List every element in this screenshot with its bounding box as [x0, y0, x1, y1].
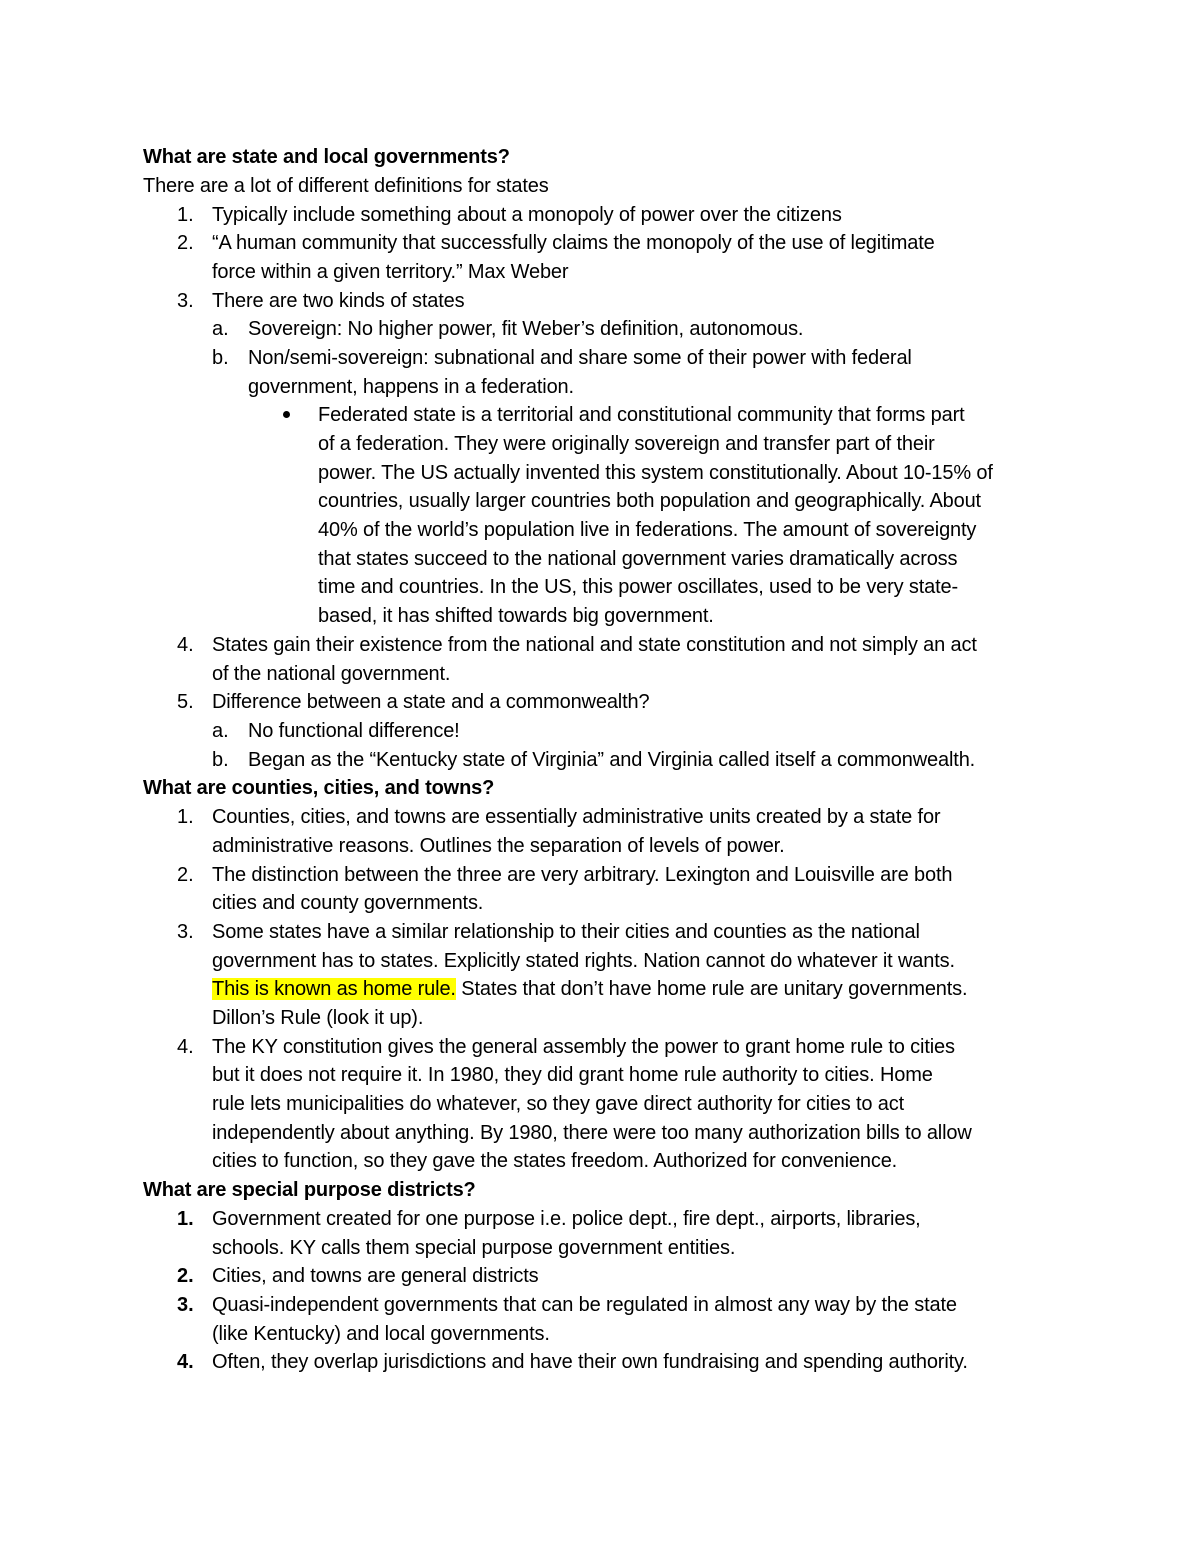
list-item-text: There are two kinds of states — [212, 290, 465, 312]
list-number: 4. — [177, 634, 194, 656]
list-item-text: Counties, cities, and towns are essentially administrative units created by a state for — [212, 806, 941, 828]
list-item-text: Difference between a state and a commonwealth? — [212, 691, 650, 713]
list-item-text: schools. KY calls them special purpose government entities. — [212, 1237, 736, 1259]
list-item-text: (like Kentucky) and local governments. — [212, 1323, 550, 1345]
heading-counties-cities-towns: What are counties, cities, and towns? — [143, 777, 495, 799]
list-item-text: Government created for one purpose i.e. police dept., fire dept., airports, libraries, — [212, 1208, 921, 1230]
sublist-item-text: Sovereign: No higher power, fit Weber’s definition, autonomous. — [248, 318, 804, 340]
list-item-text: The KY constitution gives the general assembly the power to grant home rule to cities — [212, 1036, 955, 1058]
list-item-text: Often, they overlap jurisdictions and have their own fundraising and spending authority. — [212, 1351, 968, 1373]
list-number: 2. — [177, 232, 194, 254]
list-item-text: but it does not require it. In 1980, they did grant home rule authority to cities. Home — [212, 1064, 933, 1086]
list-item-text: force within a given territory.” Max Weber — [212, 261, 569, 283]
list-item-text: cities to function, so they gave the states freedom. Authorized for convenience. — [212, 1150, 898, 1172]
sublist-letter: a. — [212, 318, 229, 340]
highlighted-text: This is known as home rule. — [212, 978, 456, 1000]
bullet-text: based, it has shifted towards big government. — [318, 605, 714, 627]
list-item-text: Quasi-independent governments that can be regulated in almost any way by the state — [212, 1294, 957, 1316]
bullet-text: that states succeed to the national government varies dramatically across — [318, 548, 958, 570]
bullet-text: power. The US actually invented this system constitutionally. About 10-15% of — [318, 462, 993, 484]
heading-special-purpose-districts: What are special purpose districts? — [143, 1179, 476, 1201]
list-number: 3. — [177, 290, 194, 312]
list-item-text: administrative reasons. Outlines the separation of levels of power. — [212, 835, 785, 857]
bullet-dot-icon — [283, 411, 290, 418]
list-item-text: Some states have a similar relationship to their cities and counties as the national — [212, 921, 920, 943]
intro-text: There are a lot of different definitions for states — [143, 175, 549, 197]
bullet-text: time and countries. In the US, this power oscillates, used to be very state- — [318, 576, 959, 598]
list-number: 5. — [177, 691, 194, 713]
list-item-text: The distinction between the three are very arbitrary. Lexington and Louisville are both — [212, 864, 953, 886]
list-item-text: of the national government. — [212, 663, 451, 685]
bullet-text: countries, usually larger countries both population and geographically. About — [318, 490, 981, 512]
list-item-text: Dillon’s Rule (look it up). — [212, 1007, 424, 1029]
list-number: 1. — [177, 204, 194, 226]
heading-state-local-governments: What are state and local governments? — [143, 146, 510, 168]
list-number: 2. — [177, 1265, 194, 1287]
sublist-letter: b. — [212, 749, 229, 771]
list-item-text-continued: States that don’t have home rule are unitary governments. — [455, 978, 968, 1000]
list-item-text: rule lets municipalities do whatever, so they gave direct authority for cities to act — [212, 1093, 905, 1115]
sublist-letter: a. — [212, 720, 229, 742]
list-item-text: cities and county governments. — [212, 892, 484, 914]
sublist-item-text: Began as the “Kentucky state of Virginia” and Virginia called itself a commonwealth. — [248, 749, 976, 771]
sublist-item-text: No functional difference! — [248, 720, 460, 742]
bullet-text: Federated state is a territorial and constitutional community that forms part — [318, 404, 965, 426]
bullet-text: of a federation. They were originally sovereign and transfer part of their — [318, 433, 935, 455]
list-number: 1. — [177, 1208, 194, 1230]
sublist-item-text: government, happens in a federation. — [248, 376, 574, 398]
list-item-text: “A human community that successfully claims the monopoly of the use of legitimate — [212, 232, 935, 254]
bullet-text: 40% of the world’s population live in federations. The amount of sovereignty — [318, 519, 977, 541]
list-number: 3. — [177, 1294, 194, 1316]
list-item-text — [212, 975, 967, 1003]
list-item-text: independently about anything. By 1980, there were too many authorization bills to allow — [212, 1122, 972, 1144]
list-number: 1. — [177, 806, 194, 828]
list-item-text: Cities, and towns are general districts — [212, 1265, 539, 1287]
list-item-text: Typically include something about a monopoly of power over the citizens — [212, 204, 842, 226]
list-item-text: government has to states. Explicitly stated rights. Nation cannot do whatever it wants. — [212, 950, 955, 972]
list-number: 4. — [177, 1036, 194, 1058]
sublist-letter: b. — [212, 347, 229, 369]
list-number: 2. — [177, 864, 194, 886]
list-item-text: States gain their existence from the national and state constitution and not simply an act — [212, 634, 977, 656]
list-number: 4. — [177, 1351, 194, 1373]
list-number: 3. — [177, 921, 194, 943]
sublist-item-text: Non/semi-sovereign: subnational and share some of their power with federal — [248, 347, 912, 369]
